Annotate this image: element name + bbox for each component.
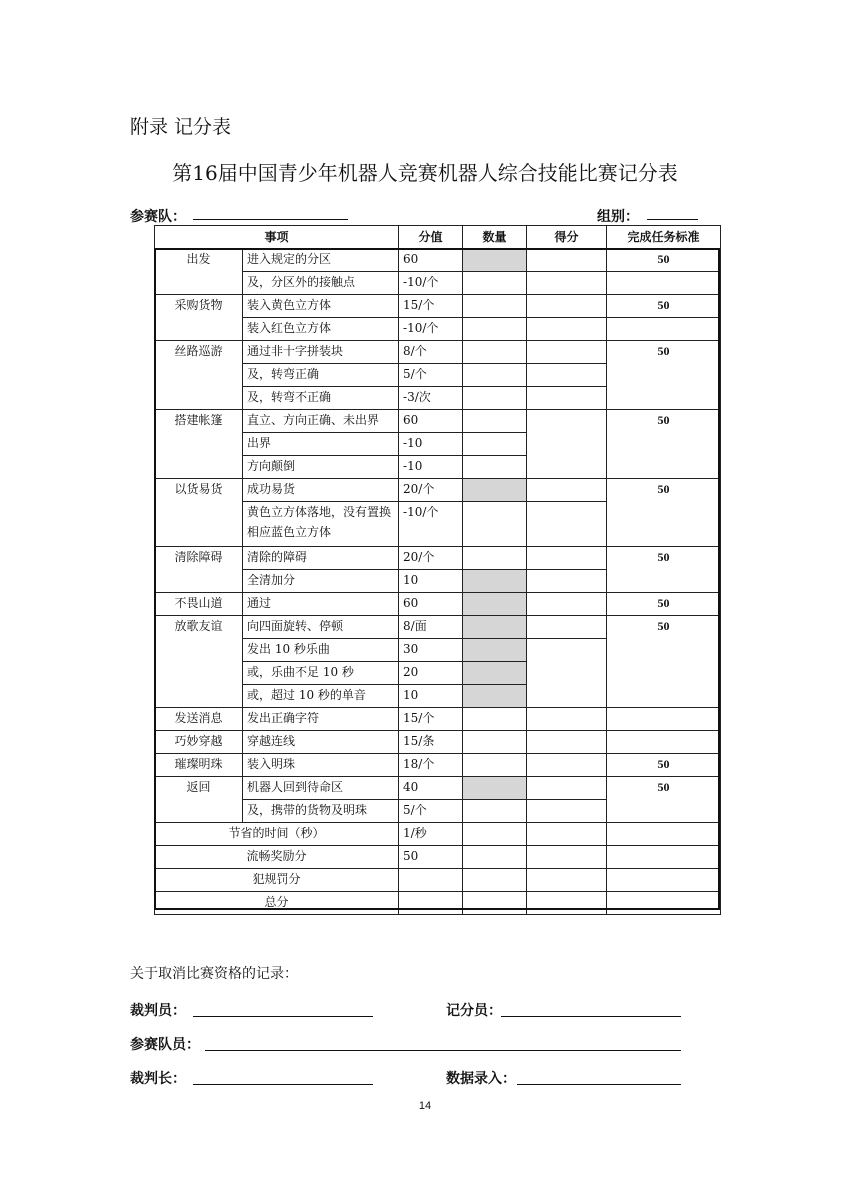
score-cell[interactable]: [527, 272, 607, 295]
value-cell: 50: [399, 846, 463, 869]
score-cell[interactable]: [527, 731, 607, 754]
score-cell[interactable]: [527, 800, 607, 823]
score-table: [154, 225, 721, 915]
quantity-cell: [463, 662, 527, 685]
standard-cell: 50: [607, 547, 721, 593]
item-cell: 黄色立方体落地，没有置换相应蓝色立方体: [243, 502, 399, 547]
value-cell: -10/个: [399, 318, 463, 341]
score-cell[interactable]: [527, 364, 607, 387]
quantity-cell[interactable]: [463, 754, 527, 777]
value-cell: 10: [399, 570, 463, 593]
item-cell: 全清加分: [243, 570, 399, 593]
category-cell: 璀璨明珠: [155, 754, 243, 777]
quantity-cell[interactable]: [463, 295, 527, 318]
time-saved-label: 节省的时间（秒）: [155, 823, 399, 846]
score-cell[interactable]: [527, 502, 607, 547]
standard-cell: [607, 846, 721, 869]
table-row: [155, 479, 721, 502]
item-cell: 方向颠倒: [243, 456, 399, 479]
value-cell: 15/条: [399, 731, 463, 754]
quantity-cell: [463, 570, 527, 593]
category-cell: 丝路巡游: [155, 341, 243, 410]
referee-label: 裁判员：: [130, 1003, 186, 1019]
team-member-label: 参赛队员：: [130, 1037, 200, 1053]
quantity-cell[interactable]: [463, 387, 527, 410]
quantity-cell[interactable]: [463, 800, 527, 823]
standard-cell: 50: [607, 341, 721, 410]
score-cell[interactable]: [527, 892, 607, 915]
value-cell: 60: [399, 593, 463, 616]
quantity-cell[interactable]: [463, 892, 527, 915]
value-cell: 20/个: [399, 547, 463, 570]
item-cell: 装入黄色立方体: [243, 295, 399, 318]
table-header-row: [155, 226, 721, 249]
score-cell[interactable]: [527, 387, 607, 410]
table-row: [155, 410, 721, 433]
value-cell: 60: [399, 410, 463, 433]
quantity-cell[interactable]: [463, 731, 527, 754]
standard-cell: 50: [607, 295, 721, 318]
header-standard: 完成任务标准: [607, 226, 721, 249]
table-row: [155, 892, 721, 915]
score-cell[interactable]: [527, 754, 607, 777]
value-cell: 8/个: [399, 341, 463, 364]
quantity-cell[interactable]: [463, 433, 527, 456]
value-cell: -10/个: [399, 502, 463, 547]
value-cell: [399, 869, 463, 892]
item-cell: 成功易货: [243, 479, 399, 502]
team-member-field[interactable]: [205, 1034, 681, 1051]
item-cell: 及，分区外的接触点: [243, 272, 399, 295]
table-row: [155, 616, 721, 639]
score-cell[interactable]: [527, 295, 607, 318]
quantity-cell: [463, 685, 527, 708]
quantity-cell[interactable]: [463, 364, 527, 387]
item-cell: 及，转弯不正确: [243, 387, 399, 410]
total-label: 总分: [155, 892, 399, 915]
item-cell: 穿越连线: [243, 731, 399, 754]
table-row: [155, 731, 721, 754]
score-cell[interactable]: [527, 341, 607, 364]
header-quantity: 数量: [463, 226, 527, 249]
value-cell: 8/面: [399, 616, 463, 639]
standard-cell: 50: [607, 593, 721, 616]
header-score: 得分: [527, 226, 607, 249]
score-cell[interactable]: [527, 869, 607, 892]
team-label: 参赛队：: [130, 209, 186, 225]
item-cell: 通过: [243, 593, 399, 616]
score-cell[interactable]: [527, 593, 607, 616]
standard-cell: 50: [607, 777, 721, 823]
score-cell[interactable]: [527, 570, 607, 593]
quantity-cell[interactable]: [463, 547, 527, 570]
category-cell: 不畏山道: [155, 593, 243, 616]
group-label: 组别：: [597, 209, 639, 225]
item-cell: 进入规定的分区: [243, 249, 399, 272]
score-cell[interactable]: [527, 479, 607, 502]
item-cell: 直立、方向正确、未出界: [243, 410, 399, 433]
page-number: 14: [418, 1100, 432, 1112]
item-cell: 向四面旋转、停顿: [243, 616, 399, 639]
standard-cell: [607, 708, 721, 731]
page-title: 第16届中国青少年机器人竞赛机器人综合技能比赛记分表: [172, 161, 678, 185]
value-cell: -3/次: [399, 387, 463, 410]
value-cell: 20/个: [399, 479, 463, 502]
category-cell: 发送消息: [155, 708, 243, 731]
value-cell: -10: [399, 433, 463, 456]
item-cell: 或，超过 10 秒的单音: [243, 685, 399, 708]
quantity-cell: [463, 777, 527, 800]
quantity-cell[interactable]: [463, 823, 527, 846]
table-row: [155, 823, 721, 846]
value-cell: -10: [399, 456, 463, 479]
category-cell: 放歌友谊: [155, 616, 243, 708]
score-cell[interactable]: [527, 777, 607, 800]
value-cell: [399, 892, 463, 915]
item-cell: 机器人回到待命区: [243, 777, 399, 800]
category-cell: 以货易货: [155, 479, 243, 547]
table-row: [155, 708, 721, 731]
standard-cell: [607, 869, 721, 892]
quantity-cell: [463, 639, 527, 662]
quantity-cell[interactable]: [463, 318, 527, 341]
category-cell: 出发: [155, 249, 243, 295]
value-cell: 10: [399, 685, 463, 708]
item-cell: 或，乐曲不足 10 秒: [243, 662, 399, 685]
score-cell[interactable]: [527, 249, 607, 272]
item-cell: 装入红色立方体: [243, 318, 399, 341]
score-cell[interactable]: [527, 639, 607, 708]
item-cell: 清除的障碍: [243, 547, 399, 570]
header-value: 分值: [399, 226, 463, 249]
value-cell: -10/个: [399, 272, 463, 295]
item-cell: 及，携带的货物及明珠: [243, 800, 399, 823]
item-cell: 发出 10 秒乐曲: [243, 639, 399, 662]
chief-referee-label: 裁判长：: [130, 1071, 186, 1087]
standard-cell: [607, 318, 721, 341]
item-cell: 出界: [243, 433, 399, 456]
table-row: [155, 295, 721, 318]
smooth-bonus-label: 流畅奖励分: [155, 846, 399, 869]
category-cell: 巧妙穿越: [155, 731, 243, 754]
scorer-label: 记分员：: [446, 1003, 502, 1019]
value-cell: 30: [399, 639, 463, 662]
standard-cell: [607, 731, 721, 754]
quantity-cell: [463, 479, 527, 502]
table-row: [155, 777, 721, 800]
standard-cell: [607, 892, 721, 915]
table-row: [155, 547, 721, 570]
standard-cell: 50: [607, 479, 721, 547]
data-entry-label: 数据录入：: [446, 1071, 516, 1087]
table-row: [155, 341, 721, 364]
quantity-cell[interactable]: [463, 456, 527, 479]
table-row: [155, 593, 721, 616]
header-item: 事项: [155, 226, 399, 249]
team-field[interactable]: [193, 205, 348, 220]
foul-penalty-label: 犯规罚分: [155, 869, 399, 892]
score-cell[interactable]: [527, 616, 607, 639]
value-cell: 60: [399, 249, 463, 272]
standard-cell: 50: [607, 249, 721, 272]
value-cell: 18/个: [399, 754, 463, 777]
score-cell[interactable]: [527, 410, 607, 479]
scorer-field[interactable]: [501, 1000, 681, 1017]
quantity-cell: [463, 593, 527, 616]
item-cell: 发出正确字符: [243, 708, 399, 731]
quantity-cell: [463, 249, 527, 272]
value-cell: 20: [399, 662, 463, 685]
quantity-cell: [463, 616, 527, 639]
category-cell: 返回: [155, 777, 243, 823]
quantity-cell[interactable]: [463, 341, 527, 364]
category-cell: 搭建帐篷: [155, 410, 243, 479]
quantity-cell[interactable]: [463, 869, 527, 892]
quantity-cell[interactable]: [463, 708, 527, 731]
table-row: [155, 249, 721, 272]
item-cell: 装入明珠: [243, 754, 399, 777]
table-row: [155, 846, 721, 869]
quantity-cell[interactable]: [463, 502, 527, 547]
category-cell: 采购货物: [155, 295, 243, 341]
table-row: [155, 754, 721, 777]
disqualification-label: 关于取消比赛资格的记录：: [130, 966, 298, 982]
appendix-title: 附录 记分表: [130, 116, 232, 138]
score-cell[interactable]: [527, 547, 607, 570]
standard-cell: [607, 823, 721, 846]
standard-cell: [607, 272, 721, 295]
score-cell[interactable]: [527, 846, 607, 869]
value-cell: 1/秒: [399, 823, 463, 846]
quantity-cell[interactable]: [463, 410, 527, 433]
group-field[interactable]: [647, 205, 698, 220]
data-entry-field[interactable]: [517, 1068, 681, 1085]
value-cell: 5/个: [399, 800, 463, 823]
table-row: [155, 869, 721, 892]
standard-cell: 50: [607, 410, 721, 479]
standard-cell: 50: [607, 616, 721, 708]
quantity-cell[interactable]: [463, 272, 527, 295]
quantity-cell[interactable]: [463, 846, 527, 869]
standard-cell: 50: [607, 754, 721, 777]
score-cell[interactable]: [527, 823, 607, 846]
item-cell: 及，转弯正确: [243, 364, 399, 387]
chief-referee-field[interactable]: [193, 1068, 373, 1085]
value-cell: 15/个: [399, 295, 463, 318]
score-cell[interactable]: [527, 318, 607, 341]
referee-field[interactable]: [193, 1000, 373, 1017]
value-cell: 15/个: [399, 708, 463, 731]
score-cell[interactable]: [527, 708, 607, 731]
item-cell: 通过非十字拼装块: [243, 341, 399, 364]
value-cell: 5/个: [399, 364, 463, 387]
value-cell: 40: [399, 777, 463, 800]
category-cell: 清除障碍: [155, 547, 243, 593]
